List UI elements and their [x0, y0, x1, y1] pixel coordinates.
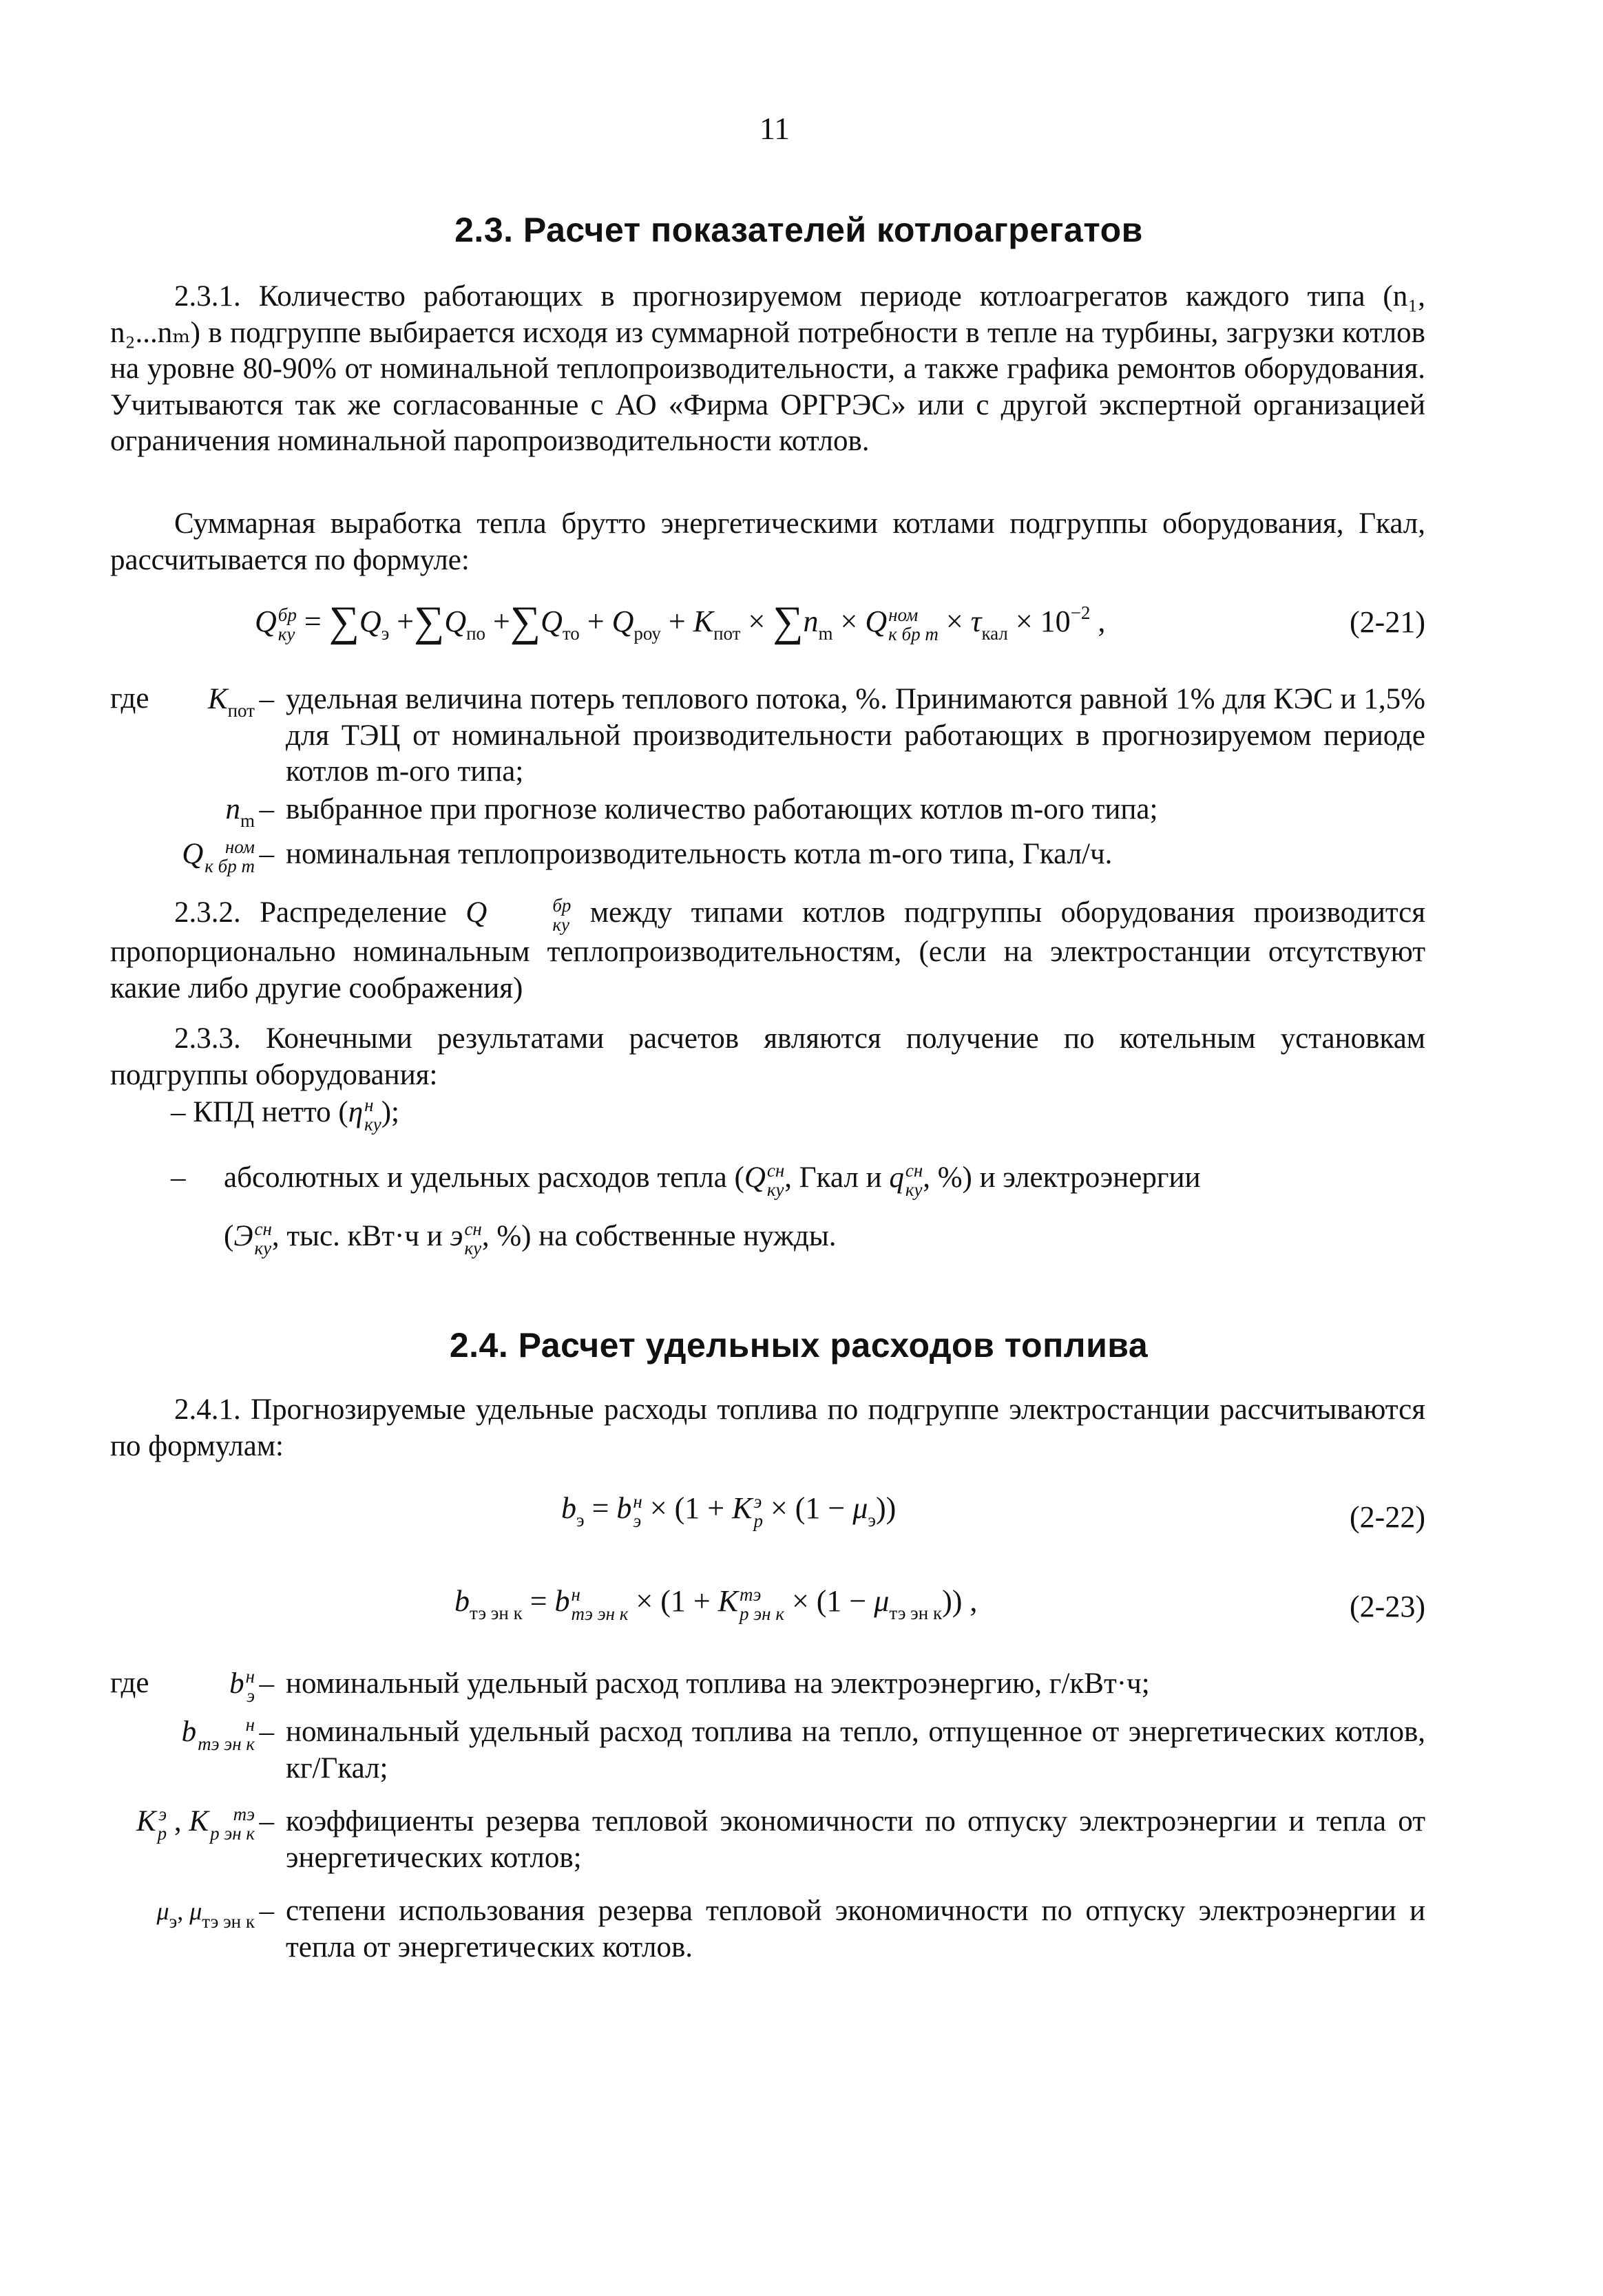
definition-text: удельная величина потерь теплового потока, %. Принимаются равной 1% для КЭС и 1,5% для ТЭЦ от номинальной производительности работающих в прогнозируемом периоде котлов m-ого типа; [286, 683, 1425, 788]
p232-part-b: между типами котлов подгруппы оборудования производится пропорционально номинальным теплопроизводительностям, (если на электростанции отсутствуют какие либо другие соображения) [110, 896, 1426, 1004]
dash: – [259, 793, 274, 825]
dash: – [259, 683, 274, 715]
equation-2-23: $b_{тэ эн к} = b$ н тэ эн к × (1 + K тэ р эн к × $(1 - \mu_{тэ эн к})$) , [454, 1583, 978, 1624]
section-title-2-4: 2.4. Расчет удельных расходов топлива [449, 1326, 1149, 1365]
equation-number-2-21: (2-21) [1350, 605, 1425, 639]
symbol-k-reserve: K э р , K тэ р эн к [136, 1804, 255, 1844]
definition-text: номинальная теплопроизводительность котла m-ого типа, Гкал/ч. [286, 838, 1113, 870]
dash: – [259, 1895, 274, 1927]
item2-text-f: , %) на собственные нужды. [481, 1220, 837, 1252]
dash: – [259, 838, 274, 870]
item2-text-c: , %) и электроэнергии [923, 1161, 1201, 1194]
equation-2-21: Q бр ку = $\sum Q_э +\sum Q_{по} +\sum Q_{то} + Q_{роу} + K_{пот} \times \sum n_m \times Q$ ном к бр m × $\tau_{кал} \times 10^{-2}$ , [255, 598, 1106, 645]
definition-text: коэффициенты резерва тепловой экономичности по отпуску электроэнергии и тепла от энергетических котлов; [286, 1805, 1425, 1874]
paragraph-2-4-1: 2.4.1. Прогнозируемые удельные расходы топлива по подгруппе электростанции рассчитываются по формулам: [110, 1393, 1425, 1462]
symbol-k-pot: $K_{пот}$ [207, 683, 255, 721]
p232-part-a: 2.3.2. Распределение [174, 896, 447, 929]
where-label: где [110, 682, 149, 715]
dash: – [259, 1667, 274, 1700]
item2-text-b: , Гкал и [784, 1161, 882, 1194]
equation-number-2-23: (2-23) [1350, 1590, 1425, 1623]
page-number: 11 [759, 111, 790, 146]
paragraph-2-3-3: 2.3.3. Конечными результатами расчетов являются получение по котельным установкам подгруппы оборудования: [110, 1022, 1425, 1091]
item2-text-d: ( [224, 1220, 234, 1252]
definition-text: номинальный удельный расход топлива на тепло, отпущенное от энергетических котлов, кг/Гкал; [286, 1716, 1425, 1784]
definition-text: степени использования резерва тепловой экономичности по отпуску электроэнергии и тепла от энергетических котлов. [286, 1895, 1425, 1963]
result-item-consumption-cont: (Э сн ку , тыс. кВт·ч и э сн ку , %) на собственные нужды. [224, 1219, 837, 1259]
section-title-2-3: 2.3. Расчет показателей котлоагрегатов [454, 211, 1143, 249]
item1-end: ); [381, 1096, 399, 1128]
item2-text-a: абсолютных и удельных расходов тепла ( [224, 1161, 744, 1194]
item1-text: – КПД нетто ( [171, 1096, 348, 1128]
where-label-2: где [110, 1667, 149, 1699]
definition-text: выбранное при прогнозе количество работающих котлов m-ого типа; [286, 793, 1158, 825]
symbol-b-te-nom: b н тэ эн к [181, 1714, 255, 1755]
symbol-n-m: $n_m$ [225, 793, 255, 831]
paragraph-total-heat: Суммарная выработка тепла брутто энергетическими котлами подгруппы оборудования, Гкал, рассчитывается по формуле: [110, 507, 1425, 576]
paragraph-2-3-1: 2.3.1. Количество работающих в прогнозируемом периоде котлоагрегатов каждого типа (n₁, n₂...nₘ) в подгруппе выбирается исходя из суммарной потребности в тепле на турбины, загрузки котлов на уровне 80-90% от номинальной теплопроизводительности, а также графика ремонтов оборудования. Учитываются так же согласованные с АО «Фирма ОРГРЭС» или с другой экспертной организацией ограничения номинальной паропроизводительности котлов. [110, 280, 1425, 457]
paragraph-2-3-2: 2.3.2. Распределение Q бр ку между типами котлов подгруппы оборудования производится пропорционально номинальным теплопроизводительностям, (если на электростанции отсутствуют какие либо другие соображения) [110, 895, 1426, 1004]
dash: – [259, 1805, 274, 1837]
dash: – [259, 1716, 274, 1748]
result-item-efficiency: – КПД нетто (η н ку ); [171, 1095, 399, 1135]
item2-text-e: , тыс. кВт·ч и [271, 1220, 443, 1252]
symbol-mu: $\mu_э$, $\mu_{тэ эн к}$ [156, 1897, 255, 1932]
result-item-dash: – [171, 1161, 186, 1194]
symbol-q-nom: Q ном к бр m [182, 836, 255, 877]
symbol-b-e-nom: b н э [229, 1666, 255, 1707]
result-item-consumption: абсолютных и удельных расходов тепла (Q сн ку , Гкал и q сн ку , %) и электроэнергии [224, 1160, 1201, 1201]
equation-number-2-22: (2-22) [1350, 1500, 1425, 1534]
definition-text: номинальный удельный расход топлива на электроэнергию, г/кВт·ч; [286, 1667, 1150, 1700]
equation-2-22: $b_э = b$ н э × (1 + K э р × $(1 - \mu_э)$) [561, 1491, 897, 1531]
